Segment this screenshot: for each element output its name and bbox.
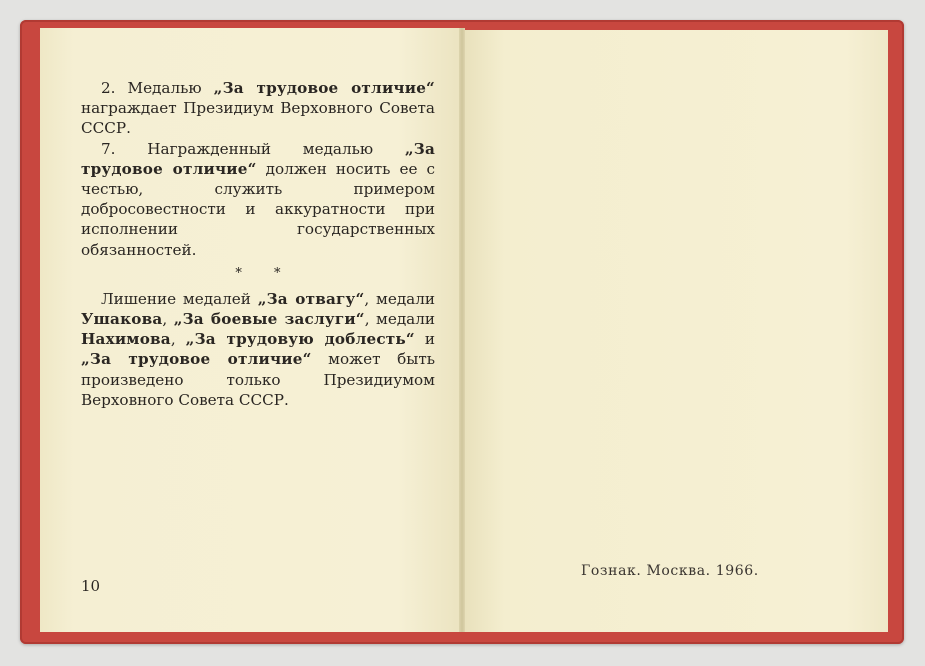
para3-text: , медали	[364, 289, 435, 308]
right-page	[462, 30, 888, 632]
medal-name-bold: „За трудовую доблесть“	[185, 330, 415, 349]
paragraph-medal-award	[81, 78, 435, 139]
para2-prefix: 7. Награжденный медалью	[101, 139, 405, 158]
para3-text: ,	[162, 310, 174, 329]
para2-suffix: должен носить ее с честью, служить примером добросовестности и аккуратности при исполнении государственных обязанностей.	[81, 159, 435, 259]
para1-prefix: 2. Медалью	[101, 79, 214, 97]
para3-suffix: может быть произведено только Президиумом Верховного Совета СССР.	[81, 350, 435, 409]
medal-name-bold: „За отвагу“	[257, 289, 365, 308]
medal-name-bold: „За трудовое отличие“	[213, 79, 435, 97]
para3-text: , медали	[364, 310, 435, 329]
medal-name-bold: Нахимова	[81, 330, 171, 349]
para3-text: и	[414, 330, 435, 349]
medal-name-bold: „За трудовое отличие“	[81, 350, 312, 369]
paragraph-medal-duty	[81, 139, 435, 260]
printer-imprint: Гознак. Москва. 1966.	[581, 563, 759, 579]
left-page-text	[81, 78, 435, 410]
para1-suffix: награждает Президиум Верховного Совета СССР.	[81, 99, 435, 138]
para3-text: ,	[170, 330, 186, 349]
page-number: 10	[81, 577, 101, 595]
medal-name-bold: Ушакова	[81, 310, 163, 329]
book-gutter	[459, 28, 465, 632]
medal-name-bold: „За трудовое отличие“	[81, 139, 435, 178]
para3-prefix: Лишение медалей	[101, 289, 258, 308]
medal-name-bold: „За боевые заслуги“	[173, 310, 365, 329]
paragraph-medal-revocation	[81, 289, 435, 410]
section-separator: * *	[235, 265, 295, 281]
